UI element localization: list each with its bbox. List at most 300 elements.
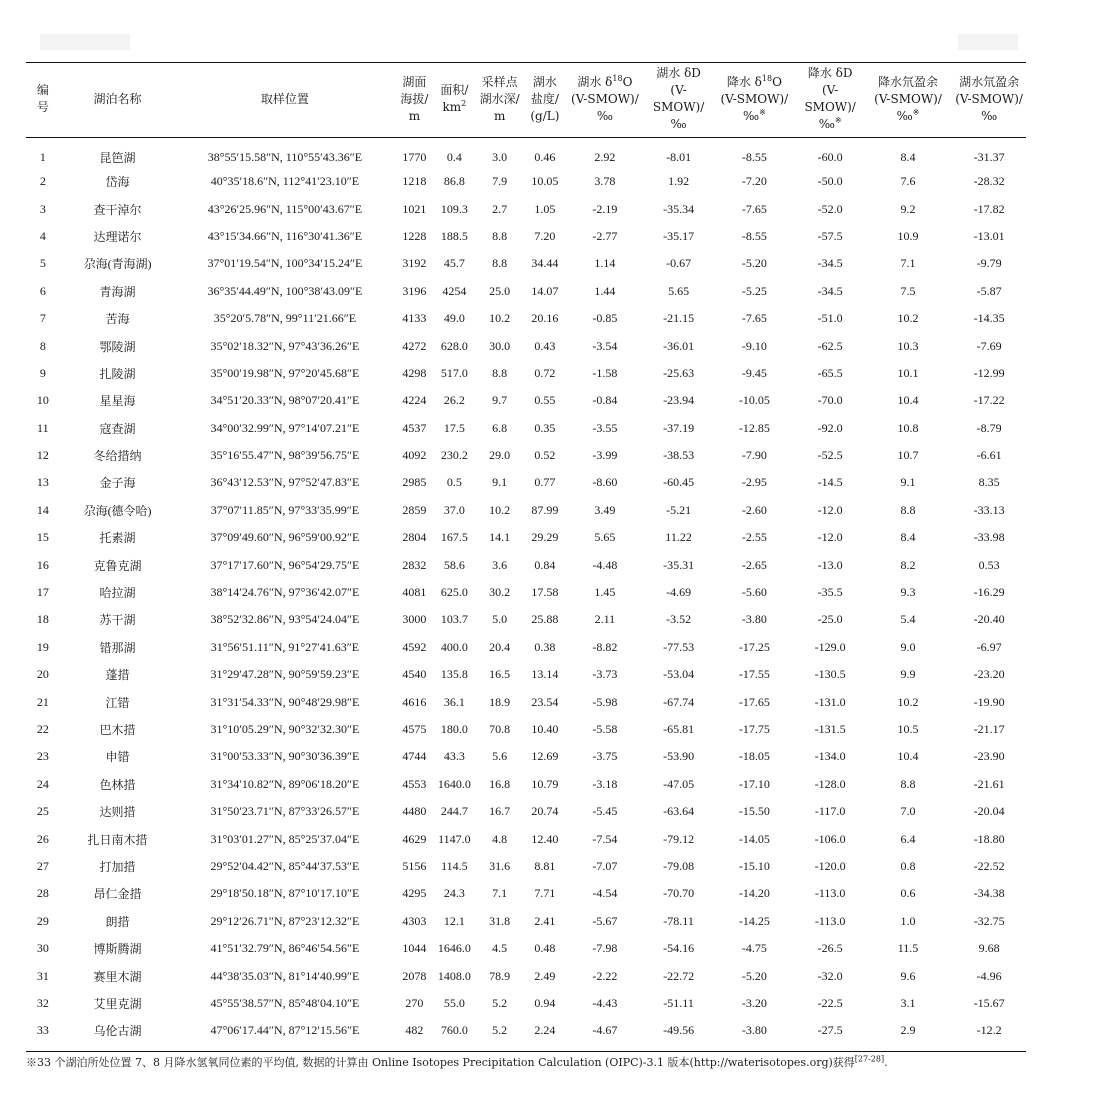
cell-lake-d18o: 3.78 bbox=[594, 174, 616, 189]
cell-depth: 10.2 bbox=[489, 502, 511, 517]
cell-lake-d18o: -8.60 bbox=[592, 475, 618, 490]
cell-lake-d18o: 5.65 bbox=[594, 530, 616, 545]
cell-salinity: 0.46 bbox=[534, 149, 556, 164]
cell-salinity: 17.58 bbox=[531, 585, 559, 600]
cell-lake-d18o: -4.54 bbox=[592, 886, 618, 901]
cell-lake-excess: -16.29 bbox=[973, 585, 1005, 600]
cell-precip-dd: -50.0 bbox=[817, 174, 843, 189]
cell-lake-excess: -4.96 bbox=[976, 968, 1002, 983]
cell-lake-dd: -65.81 bbox=[663, 722, 695, 736]
table-row bbox=[26, 195, 1026, 222]
cell-location: 35°00′19.98″N, 97°20′45.68″E bbox=[210, 365, 360, 380]
cell-name: 尕海(青海湖) bbox=[83, 257, 152, 272]
cell-precip-excess: 0.8 bbox=[900, 858, 916, 873]
cell-precip-d18o: -7.65 bbox=[741, 311, 767, 326]
cell-depth: 16.7 bbox=[489, 804, 511, 819]
cell-location: 34°00′32.99″N, 97°14′07.21″E bbox=[210, 420, 360, 435]
cell-location: 31°03′01.27″N, 85°25′37.04″E bbox=[210, 831, 360, 846]
cell-precip-dd: -34.5 bbox=[817, 283, 843, 298]
cell-lake-dd: -37.19 bbox=[663, 420, 695, 435]
cell-precip-d18o: -2.55 bbox=[741, 530, 767, 545]
cell-precip-dd: -57.5 bbox=[817, 228, 843, 243]
cell-precip-d18o: -10.05 bbox=[738, 393, 770, 408]
cell-lake-excess: -9.79 bbox=[976, 256, 1002, 271]
cell-area: 628.0 bbox=[440, 338, 468, 353]
cell-altitude: 4537 bbox=[402, 420, 427, 435]
cell-depth: 31.8 bbox=[489, 913, 511, 928]
cell-lake-dd: -25.63 bbox=[663, 365, 695, 380]
cell-lake-d18o: -2.77 bbox=[592, 228, 618, 243]
cell-lake-d18o: -5.45 bbox=[592, 804, 618, 819]
cell-salinity: 14.07 bbox=[531, 283, 559, 298]
cell-lake-excess: -28.32 bbox=[973, 174, 1005, 189]
cell-precip-excess: 7.0 bbox=[900, 804, 916, 819]
cell-altitude: 4303 bbox=[402, 913, 427, 928]
cell-name: 星星海 bbox=[99, 394, 136, 409]
cell-lake-excess: -21.17 bbox=[973, 722, 1005, 736]
cell-location: 29°18′50.18″N, 87°10′17.10″E bbox=[210, 886, 360, 901]
cell-location: 37°01′19.54″N, 100°34′15.24″E bbox=[207, 256, 363, 271]
cell-lake-dd: -79.12 bbox=[663, 831, 695, 846]
cell-precip-dd: -13.0 bbox=[817, 557, 843, 572]
cell-lake-excess: -12.2 bbox=[976, 1023, 1002, 1038]
cell-lake-excess: -21.61 bbox=[973, 776, 1005, 791]
cell-location: 29°52′04.42″N, 85°44′37.53″E bbox=[210, 858, 360, 873]
cell-altitude: 3196 bbox=[402, 283, 427, 298]
cell-lake-excess: -7.69 bbox=[976, 338, 1002, 353]
cell-precip-excess: 7.1 bbox=[900, 256, 916, 271]
cell-location: 38°55′15.58″N, 110°55′43.36″E bbox=[207, 149, 363, 164]
cell-area: 625.0 bbox=[440, 585, 468, 600]
table-row bbox=[26, 579, 1026, 606]
cell-lake-dd: -36.01 bbox=[663, 338, 695, 353]
cell-id: 19 bbox=[36, 639, 49, 654]
cell-salinity: 0.48 bbox=[534, 941, 556, 956]
cell-lake-d18o: -0.84 bbox=[592, 393, 618, 408]
cell-precip-excess: 8.4 bbox=[900, 149, 916, 164]
table-footnote bbox=[26, 1054, 1026, 1070]
cell-salinity: 0.72 bbox=[534, 365, 556, 380]
cell-name: 博斯腾湖 bbox=[93, 942, 142, 957]
cell-lake-d18o: -3.73 bbox=[592, 667, 618, 682]
cell-depth: 5.2 bbox=[492, 995, 508, 1010]
cell-precip-dd: -130.5 bbox=[814, 667, 846, 682]
cell-lake-excess: -18.80 bbox=[973, 831, 1005, 846]
cell-precip-excess: 2.9 bbox=[900, 1023, 916, 1038]
cell-id: 21 bbox=[36, 694, 49, 709]
cell-lake-d18o: -3.18 bbox=[592, 776, 618, 791]
cell-lake-d18o: -4.43 bbox=[592, 995, 618, 1010]
cell-salinity: 12.69 bbox=[531, 749, 559, 764]
header-precip-d18o: 降水 $\delta^{18}O$ (V-SMOW)/ ‰※ bbox=[720, 73, 789, 123]
cell-lake-d18o: -5.58 bbox=[592, 722, 618, 736]
cell-lake-d18o: -1.58 bbox=[592, 365, 618, 380]
cell-precip-d18o: -2.60 bbox=[741, 502, 767, 517]
cell-precip-excess: 10.2 bbox=[897, 311, 919, 326]
header-altitude: 湖面 海拔/ m bbox=[400, 74, 429, 123]
cell-area: 760.0 bbox=[440, 1023, 468, 1038]
cell-lake-dd: -3.52 bbox=[666, 612, 692, 627]
cell-lake-excess: -23.20 bbox=[973, 667, 1005, 682]
cell-depth: 5.6 bbox=[492, 749, 508, 764]
cell-lake-d18o: -3.75 bbox=[592, 749, 618, 764]
cell-depth: 9.1 bbox=[492, 475, 508, 490]
cell-precip-excess: 9.6 bbox=[900, 968, 916, 983]
cell-precip-d18o: -15.50 bbox=[738, 804, 770, 819]
cell-lake-d18o: 2.11 bbox=[594, 612, 616, 627]
cell-location: 41°51′32.79″N, 86°46′54.56″E bbox=[210, 941, 360, 956]
cell-depth: 3.6 bbox=[492, 557, 508, 572]
cell-location: 35°16′55.47″N, 98°39′56.75″E bbox=[210, 448, 360, 463]
cell-area: 24.3 bbox=[443, 886, 465, 901]
cell-salinity: 2.49 bbox=[534, 968, 556, 983]
cell-precip-d18o: -7.90 bbox=[741, 448, 767, 463]
header-location: 取样位置 bbox=[260, 91, 309, 106]
cell-lake-dd: -47.05 bbox=[663, 776, 695, 791]
cell-name: 江错 bbox=[105, 695, 130, 710]
cell-salinity: 12.40 bbox=[531, 831, 559, 846]
cell-altitude: 1770 bbox=[402, 149, 427, 164]
cell-lake-excess: -33.13 bbox=[973, 502, 1005, 517]
cell-id: 9 bbox=[39, 365, 46, 380]
cell-salinity: 20.74 bbox=[531, 804, 559, 819]
cell-area: 45.7 bbox=[443, 256, 465, 271]
cell-salinity: 13.14 bbox=[531, 667, 559, 682]
cell-depth: 25.0 bbox=[489, 283, 511, 298]
cell-altitude: 4295 bbox=[402, 886, 427, 901]
cell-name: 色林措 bbox=[99, 777, 136, 792]
cell-location: 36°43′12.53″N, 97°52′47.83″E bbox=[210, 475, 360, 490]
cell-id: 30 bbox=[36, 941, 49, 956]
cell-precip-excess: 11.5 bbox=[897, 941, 919, 956]
cell-area: 36.1 bbox=[443, 694, 465, 709]
cell-lake-dd: -38.53 bbox=[663, 448, 695, 463]
cell-precip-dd: -92.0 bbox=[817, 420, 843, 435]
cell-precip-d18o: -3.80 bbox=[741, 1023, 767, 1038]
table-row bbox=[26, 606, 1026, 633]
table-row bbox=[26, 962, 1026, 989]
table-row bbox=[26, 908, 1026, 935]
cell-name: 苦海 bbox=[105, 312, 130, 327]
cell-lake-d18o: -5.67 bbox=[592, 913, 618, 928]
cell-precip-dd: -52.5 bbox=[817, 448, 843, 463]
cell-precip-d18o: -3.20 bbox=[741, 995, 767, 1010]
cell-precip-d18o: -2.95 bbox=[741, 475, 767, 490]
cell-precip-excess: 9.9 bbox=[900, 667, 916, 682]
table-row bbox=[26, 168, 1026, 195]
header-lake-dd: 湖水 δD (V-SMOW)/ ‰ bbox=[652, 66, 705, 131]
table-row bbox=[26, 634, 1026, 661]
footnote-reference: [27-28] bbox=[854, 1054, 885, 1064]
cell-location: 37°07′11.85″N, 97°33′35.99″E bbox=[210, 502, 360, 517]
cell-lake-dd: -4.69 bbox=[666, 585, 692, 600]
cell-depth: 29.0 bbox=[489, 448, 511, 463]
cell-area: 400.0 bbox=[440, 639, 468, 654]
cell-id: 11 bbox=[37, 420, 49, 435]
cell-id: 28 bbox=[36, 886, 49, 901]
cell-altitude: 4629 bbox=[402, 831, 427, 846]
cell-precip-excess: 10.2 bbox=[897, 694, 919, 709]
cell-location: 43°26′25.96″N, 115°00′43.67″E bbox=[207, 201, 363, 216]
cell-lake-excess: -17.22 bbox=[973, 393, 1005, 408]
cell-id: 33 bbox=[36, 1023, 49, 1038]
cell-altitude: 4092 bbox=[402, 448, 427, 463]
cell-salinity: 0.77 bbox=[534, 475, 556, 490]
cell-precip-dd: -117.0 bbox=[814, 804, 846, 819]
cell-precip-d18o: -17.65 bbox=[738, 694, 770, 709]
header-lake-d18o: 湖水 $\delta^{18}O$ (V-SMOW)/ ‰ bbox=[571, 73, 639, 123]
cell-area: 0.4 bbox=[446, 149, 462, 164]
cell-precip-dd: -62.5 bbox=[817, 338, 843, 353]
cell-lake-d18o: -4.48 bbox=[592, 557, 618, 572]
table-row bbox=[26, 716, 1026, 743]
top-margin-mark-left bbox=[40, 34, 130, 50]
cell-precip-dd: -34.5 bbox=[817, 256, 843, 271]
cell-lake-dd: -49.56 bbox=[663, 1023, 695, 1038]
table-row bbox=[26, 853, 1026, 880]
cell-depth: 70.8 bbox=[489, 722, 511, 736]
cell-precip-excess: 1.0 bbox=[900, 913, 916, 928]
cell-precip-dd: -22.5 bbox=[817, 995, 843, 1010]
cell-location: 34°51′20.33″N, 98°07′20.41″E bbox=[210, 393, 360, 408]
cell-name: 达则措 bbox=[99, 805, 136, 820]
lake-isotope-table bbox=[26, 62, 1026, 1052]
cell-name: 达理诺尔 bbox=[93, 229, 142, 244]
cell-precip-dd: -35.5 bbox=[817, 585, 843, 600]
cell-location: 47°06′17.44″N, 87°12′15.56″E bbox=[210, 1023, 360, 1038]
cell-name: 扎日南木措 bbox=[87, 832, 148, 847]
cell-precip-excess: 6.4 bbox=[900, 831, 916, 846]
cell-depth: 30.2 bbox=[489, 585, 511, 600]
table-row bbox=[26, 469, 1026, 496]
cell-altitude: 2832 bbox=[402, 557, 427, 572]
cell-id: 25 bbox=[36, 804, 49, 819]
cell-name: 查干淖尔 bbox=[93, 202, 142, 217]
table-row bbox=[26, 661, 1026, 688]
cell-precip-d18o: -5.20 bbox=[741, 256, 767, 271]
cell-location: 31°50′23.71″N, 87°33′26.57″E bbox=[210, 804, 360, 819]
cell-area: 17.5 bbox=[443, 420, 465, 435]
cell-precip-d18o: -14.20 bbox=[738, 886, 770, 901]
cell-altitude: 482 bbox=[405, 1023, 424, 1038]
cell-salinity: 29.29 bbox=[531, 530, 559, 545]
cell-location: 37°09′49.60″N, 96°59′00.92″E bbox=[210, 530, 360, 545]
cell-lake-dd: -35.31 bbox=[663, 557, 695, 572]
cell-name: 朗措 bbox=[105, 914, 130, 929]
table-row bbox=[26, 415, 1026, 442]
cell-lake-dd: 1.92 bbox=[668, 174, 690, 189]
cell-precip-dd: -14.5 bbox=[817, 475, 843, 490]
cell-location: 40°35′18.6″N, 112°41′23.10″E bbox=[210, 174, 360, 189]
cell-name: 艾里克湖 bbox=[93, 996, 142, 1011]
cell-lake-excess: -15.67 bbox=[973, 995, 1005, 1010]
cell-depth: 2.7 bbox=[492, 201, 508, 216]
cell-salinity: 0.94 bbox=[534, 995, 556, 1010]
cell-depth: 9.7 bbox=[492, 393, 508, 408]
cell-salinity: 87.99 bbox=[531, 502, 559, 517]
cell-altitude: 1044 bbox=[402, 941, 427, 956]
footnote-end: . bbox=[884, 1056, 888, 1069]
cell-lake-excess: -6.97 bbox=[976, 639, 1002, 654]
table-row bbox=[26, 305, 1026, 332]
cell-lake-excess: -20.40 bbox=[973, 612, 1005, 627]
cell-depth: 8.8 bbox=[492, 228, 508, 243]
cell-depth: 4.8 bbox=[492, 831, 508, 846]
cell-lake-dd: -77.53 bbox=[663, 639, 695, 654]
cell-lake-d18o: -2.22 bbox=[592, 968, 618, 983]
cell-area: 0.5 bbox=[446, 475, 462, 490]
cell-lake-d18o: -7.54 bbox=[592, 831, 618, 846]
cell-area: 103.7 bbox=[440, 612, 468, 627]
cell-lake-d18o: -3.55 bbox=[592, 420, 618, 435]
cell-altitude: 1218 bbox=[402, 174, 427, 189]
cell-precip-d18o: -3.80 bbox=[741, 612, 767, 627]
cell-name: 克鲁克湖 bbox=[93, 558, 142, 573]
cell-precip-d18o: -18.05 bbox=[738, 749, 770, 764]
cell-id: 14 bbox=[36, 502, 49, 517]
cell-location: 44°38′35.03″N, 81°14′40.99″E bbox=[210, 968, 360, 983]
cell-area: 517.0 bbox=[440, 365, 468, 380]
table-row bbox=[26, 990, 1026, 1017]
cell-lake-excess: 8.35 bbox=[978, 475, 1000, 490]
cell-id: 13 bbox=[36, 475, 49, 490]
cell-precip-dd: -131.0 bbox=[814, 694, 846, 709]
cell-location: 38°52′32.86″N, 93°54′24.04″E bbox=[210, 612, 360, 627]
cell-salinity: 0.84 bbox=[534, 557, 556, 572]
cell-precip-d18o: -7.65 bbox=[741, 201, 767, 216]
cell-location: 31°34′10.82″N, 89°06′18.20″E bbox=[210, 776, 360, 791]
cell-name: 赛里木湖 bbox=[93, 969, 142, 984]
cell-lake-d18o: 1.45 bbox=[594, 585, 616, 600]
cell-name: 哈拉湖 bbox=[99, 586, 136, 601]
cell-area: 43.3 bbox=[443, 749, 465, 764]
header-area: 面积/ $km^2$ bbox=[440, 83, 469, 114]
cell-altitude: 4553 bbox=[402, 776, 427, 791]
cell-precip-dd: -70.0 bbox=[817, 393, 843, 408]
table-row bbox=[26, 688, 1026, 715]
cell-precip-dd: -128.0 bbox=[814, 776, 846, 791]
cell-depth: 7.1 bbox=[492, 886, 508, 901]
cell-precip-dd: -25.0 bbox=[817, 612, 843, 627]
cell-salinity: 2.41 bbox=[534, 913, 556, 928]
table-row bbox=[26, 278, 1026, 305]
cell-location: 45°55′38.57″N, 85°48′04.10″E bbox=[210, 995, 360, 1010]
cell-precip-dd: -113.0 bbox=[814, 886, 846, 901]
cell-area: 55.0 bbox=[443, 995, 465, 1010]
table-row bbox=[26, 798, 1026, 825]
cell-precip-dd: -52.0 bbox=[817, 201, 843, 216]
cell-lake-d18o: -4.67 bbox=[592, 1023, 618, 1038]
cell-salinity: 0.43 bbox=[534, 338, 556, 353]
table-row bbox=[26, 880, 1026, 907]
table-row bbox=[26, 223, 1026, 250]
cell-name: 扎陵湖 bbox=[99, 366, 136, 381]
cell-salinity: 0.55 bbox=[534, 393, 556, 408]
cell-precip-dd: -32.0 bbox=[817, 968, 843, 983]
cell-location: 31°00′53.33″N, 90°30′36.39″E bbox=[210, 749, 360, 764]
cell-lake-excess: 9.68 bbox=[978, 941, 1000, 956]
cell-lake-dd: -51.11 bbox=[663, 995, 694, 1010]
cell-precip-dd: -12.0 bbox=[817, 502, 843, 517]
cell-name: 青海湖 bbox=[99, 284, 136, 299]
cell-location: 36°35′44.49″N, 100°38′43.09″E bbox=[207, 283, 363, 298]
cell-area: 135.8 bbox=[440, 667, 468, 682]
cell-lake-excess: -32.75 bbox=[973, 913, 1005, 928]
cell-lake-excess: -19.90 bbox=[973, 694, 1005, 709]
cell-location: 38°14′24.76″N, 97°36′42.07″E bbox=[210, 585, 360, 600]
header-name: 湖泊名称 bbox=[93, 91, 142, 106]
cell-altitude: 4744 bbox=[402, 749, 427, 764]
cell-depth: 4.5 bbox=[492, 941, 508, 956]
table-row bbox=[26, 1017, 1026, 1051]
cell-precip-d18o: -12.85 bbox=[738, 420, 770, 435]
cell-lake-dd: 11.22 bbox=[665, 530, 692, 545]
header-salinity: 湖水 盐度/ (g/L) bbox=[530, 74, 560, 123]
cell-precip-excess: 10.7 bbox=[897, 448, 919, 463]
cell-id: 17 bbox=[36, 585, 49, 600]
cell-precip-excess: 9.0 bbox=[900, 639, 916, 654]
cell-depth: 78.9 bbox=[489, 968, 511, 983]
cell-precip-excess: 10.5 bbox=[897, 722, 919, 736]
cell-precip-excess: 8.8 bbox=[900, 502, 916, 517]
cell-lake-excess: -5.87 bbox=[976, 283, 1002, 298]
cell-precip-dd: -60.0 bbox=[817, 149, 843, 164]
cell-lake-excess: -22.52 bbox=[973, 858, 1005, 873]
cell-lake-excess: -14.35 bbox=[973, 311, 1005, 326]
cell-precip-d18o: -14.05 bbox=[738, 831, 770, 846]
cell-lake-dd: -53.90 bbox=[663, 749, 695, 764]
cell-precip-excess: 10.1 bbox=[897, 365, 919, 380]
cell-altitude: 1228 bbox=[402, 228, 427, 243]
cell-location: 37°17′17.60″N, 96°54′29.75″E bbox=[210, 557, 360, 572]
cell-depth: 6.8 bbox=[492, 420, 508, 435]
cell-location: 31°29′47.28″N, 90°59′59.23″E bbox=[210, 667, 360, 682]
cell-precip-excess: 9.2 bbox=[900, 201, 916, 216]
cell-lake-dd: -23.94 bbox=[663, 393, 695, 408]
cell-precip-dd: -113.0 bbox=[814, 913, 846, 928]
cell-precip-d18o: -17.10 bbox=[738, 776, 770, 791]
cell-precip-d18o: -17.55 bbox=[738, 667, 770, 682]
cell-lake-excess: -33.98 bbox=[973, 530, 1005, 545]
cell-location: 31°10′05.29″N, 90°32′32.30″E bbox=[210, 722, 360, 736]
cell-precip-d18o: -7.20 bbox=[741, 174, 767, 189]
cell-precip-excess: 3.1 bbox=[900, 995, 916, 1010]
cell-area: 109.3 bbox=[440, 201, 468, 216]
cell-id: 24 bbox=[36, 776, 49, 791]
cell-area: 188.5 bbox=[440, 228, 468, 243]
table-row bbox=[26, 743, 1026, 770]
cell-salinity: 0.52 bbox=[534, 448, 556, 463]
cell-lake-excess: -31.37 bbox=[973, 149, 1005, 164]
cell-salinity: 10.40 bbox=[531, 722, 559, 736]
table-row bbox=[26, 138, 1026, 169]
cell-altitude: 2859 bbox=[402, 502, 427, 517]
cell-precip-excess: 0.6 bbox=[900, 886, 916, 901]
cell-name: 寇查湖 bbox=[99, 421, 136, 436]
cell-lake-dd: -35.17 bbox=[663, 228, 695, 243]
cell-lake-d18o: -2.19 bbox=[592, 201, 618, 216]
cell-location: 35°02′18.32″N, 97°43′36.26″E bbox=[210, 338, 360, 353]
table-row bbox=[26, 524, 1026, 551]
cell-id: 7 bbox=[39, 311, 46, 326]
cell-id: 16 bbox=[36, 557, 49, 572]
cell-id: 26 bbox=[36, 831, 49, 846]
cell-altitude: 4616 bbox=[402, 694, 427, 709]
cell-precip-d18o: -5.25 bbox=[741, 283, 767, 298]
cell-id: 5 bbox=[39, 256, 46, 271]
cell-id: 27 bbox=[36, 858, 49, 873]
cell-name: 岱海 bbox=[105, 175, 130, 190]
